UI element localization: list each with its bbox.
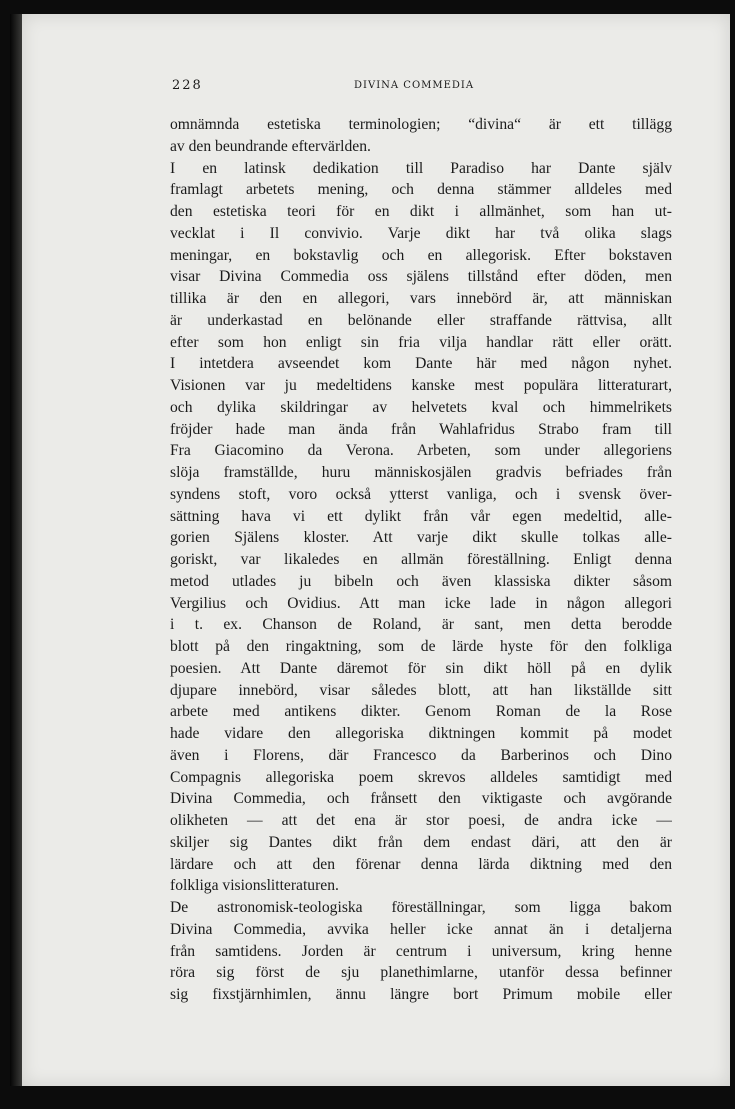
text-line: den estetiska teori för en dikt i allmänhet, som han ut-	[170, 203, 672, 220]
running-title: DIVINA COMMEDIA	[354, 80, 475, 91]
text-line: slöja framställde, huru människosjälen gradvis befriades från	[170, 464, 672, 481]
text-line: goriskt, var likaledes en allmän föreställning. Enligt denna	[170, 551, 672, 568]
text-line: folkliga visionslitteraturen.	[170, 877, 339, 895]
text-line: Visionen var ju medeltidens kanske mest populära litteraturart,	[170, 377, 672, 394]
text-line: arbete med antikens dikter. Genom Roman de la Rose	[170, 703, 672, 721]
text-line: poesien. Att Dante däremot för sin dikt höll på en dylik	[170, 659, 672, 677]
text-line: och dylika skildringar av helvetets kval och himmelrikets	[170, 398, 672, 416]
text-line: I en latinsk dedikation till Paradiso har Dante själv	[170, 159, 672, 177]
text-line: Divina Commedia, och frånsett den viktigaste och avgörande	[170, 790, 672, 808]
text-line: metod utlades ju bibeln och även klassiska dikter såsom	[170, 572, 672, 590]
text-line: sig fixstjärnhimlen, ännu längre bort Primum mobile eller	[170, 986, 672, 1003]
text-line: av den beundrande eftervärlden.	[170, 137, 371, 155]
text-line: tillika är den en allegori, vars innebörd är, att människan	[170, 290, 672, 307]
text-line: lärdare och att den förenar denna lärda diktning med den	[170, 855, 672, 873]
text-line: gorien Själens kloster. Att varje dikt skulle tolkas alle-	[170, 529, 672, 547]
body-text	[170, 114, 672, 1006]
text-line: Compagnis allegoriska poem skrevos alldeles samtidigt med	[170, 768, 672, 786]
text-line: De astronomisk-teologiska föreställningar, som ligga bakom	[170, 899, 672, 916]
text-line: framlagt arbetets mening, och denna stämmer alldeles med	[170, 181, 672, 199]
text-line: Divina Commedia, avvika heller icke annat än i detaljerna	[170, 920, 672, 938]
text-line: blott på den ringaktning, som de lärde hyste för den folkliga	[170, 638, 672, 655]
text-line: sättning hava vi ett dylikt från vår egen medeltid, alle-	[170, 507, 672, 525]
page-number: 228	[172, 78, 203, 93]
text-line: meningar, en bokstavlig och en allegorisk. Efter bokstaven	[170, 246, 672, 264]
text-line: olikheten — att det ena är stor poesi, de andra icke —	[170, 812, 672, 829]
text-line: Fra Giacomino da Verona. Arbeten, som under allegoriens	[170, 442, 672, 460]
text-line: även i Florens, där Francesco da Barberinos och Dino	[170, 746, 672, 764]
text-line: fröjder hade man ända från Wahlafridus Strabo fram till	[170, 420, 672, 438]
text-line: skiljer sig Dantes dikt från dem endast däri, att den är	[170, 833, 672, 851]
text-line: hade vidare den allegoriska diktningen kommit på modet	[170, 725, 672, 742]
text-line: från samtidens. Jorden är centrum i universum, kring henne	[170, 942, 672, 960]
text-line: djupare innebörd, visar således blott, att han likställde sitt	[170, 681, 672, 699]
text-line: vecklat i Il convivio. Varje dikt har två olika slags	[170, 224, 672, 242]
text-line: i t. ex. Chanson de Roland, är sant, men detta berodde	[170, 616, 672, 634]
text-line: Vergilius och Ovidius. Att man icke lade in någon allegori	[170, 594, 672, 612]
text-line: efter som hon enligt sin fria vilja handlar rätt eller orätt.	[170, 333, 672, 351]
text-line: I intetdera avseendet kom Dante här med någon nyhet.	[170, 355, 672, 373]
text-line: syndens stoft, voro också ytterst vanliga, och i svensk över-	[170, 485, 672, 503]
text-line: omnämnda estetiska terminologien; “divina“ är ett tillägg	[170, 116, 672, 133]
text-line: är underkastad en belönande eller straffande rättvisa, allt	[170, 311, 672, 329]
text-line: visar Divina Commedia oss själens tillstånd efter döden, men	[170, 268, 672, 286]
text-line: röra sig först de sju planethimlarne, utanför dessa befinner	[170, 964, 672, 982]
